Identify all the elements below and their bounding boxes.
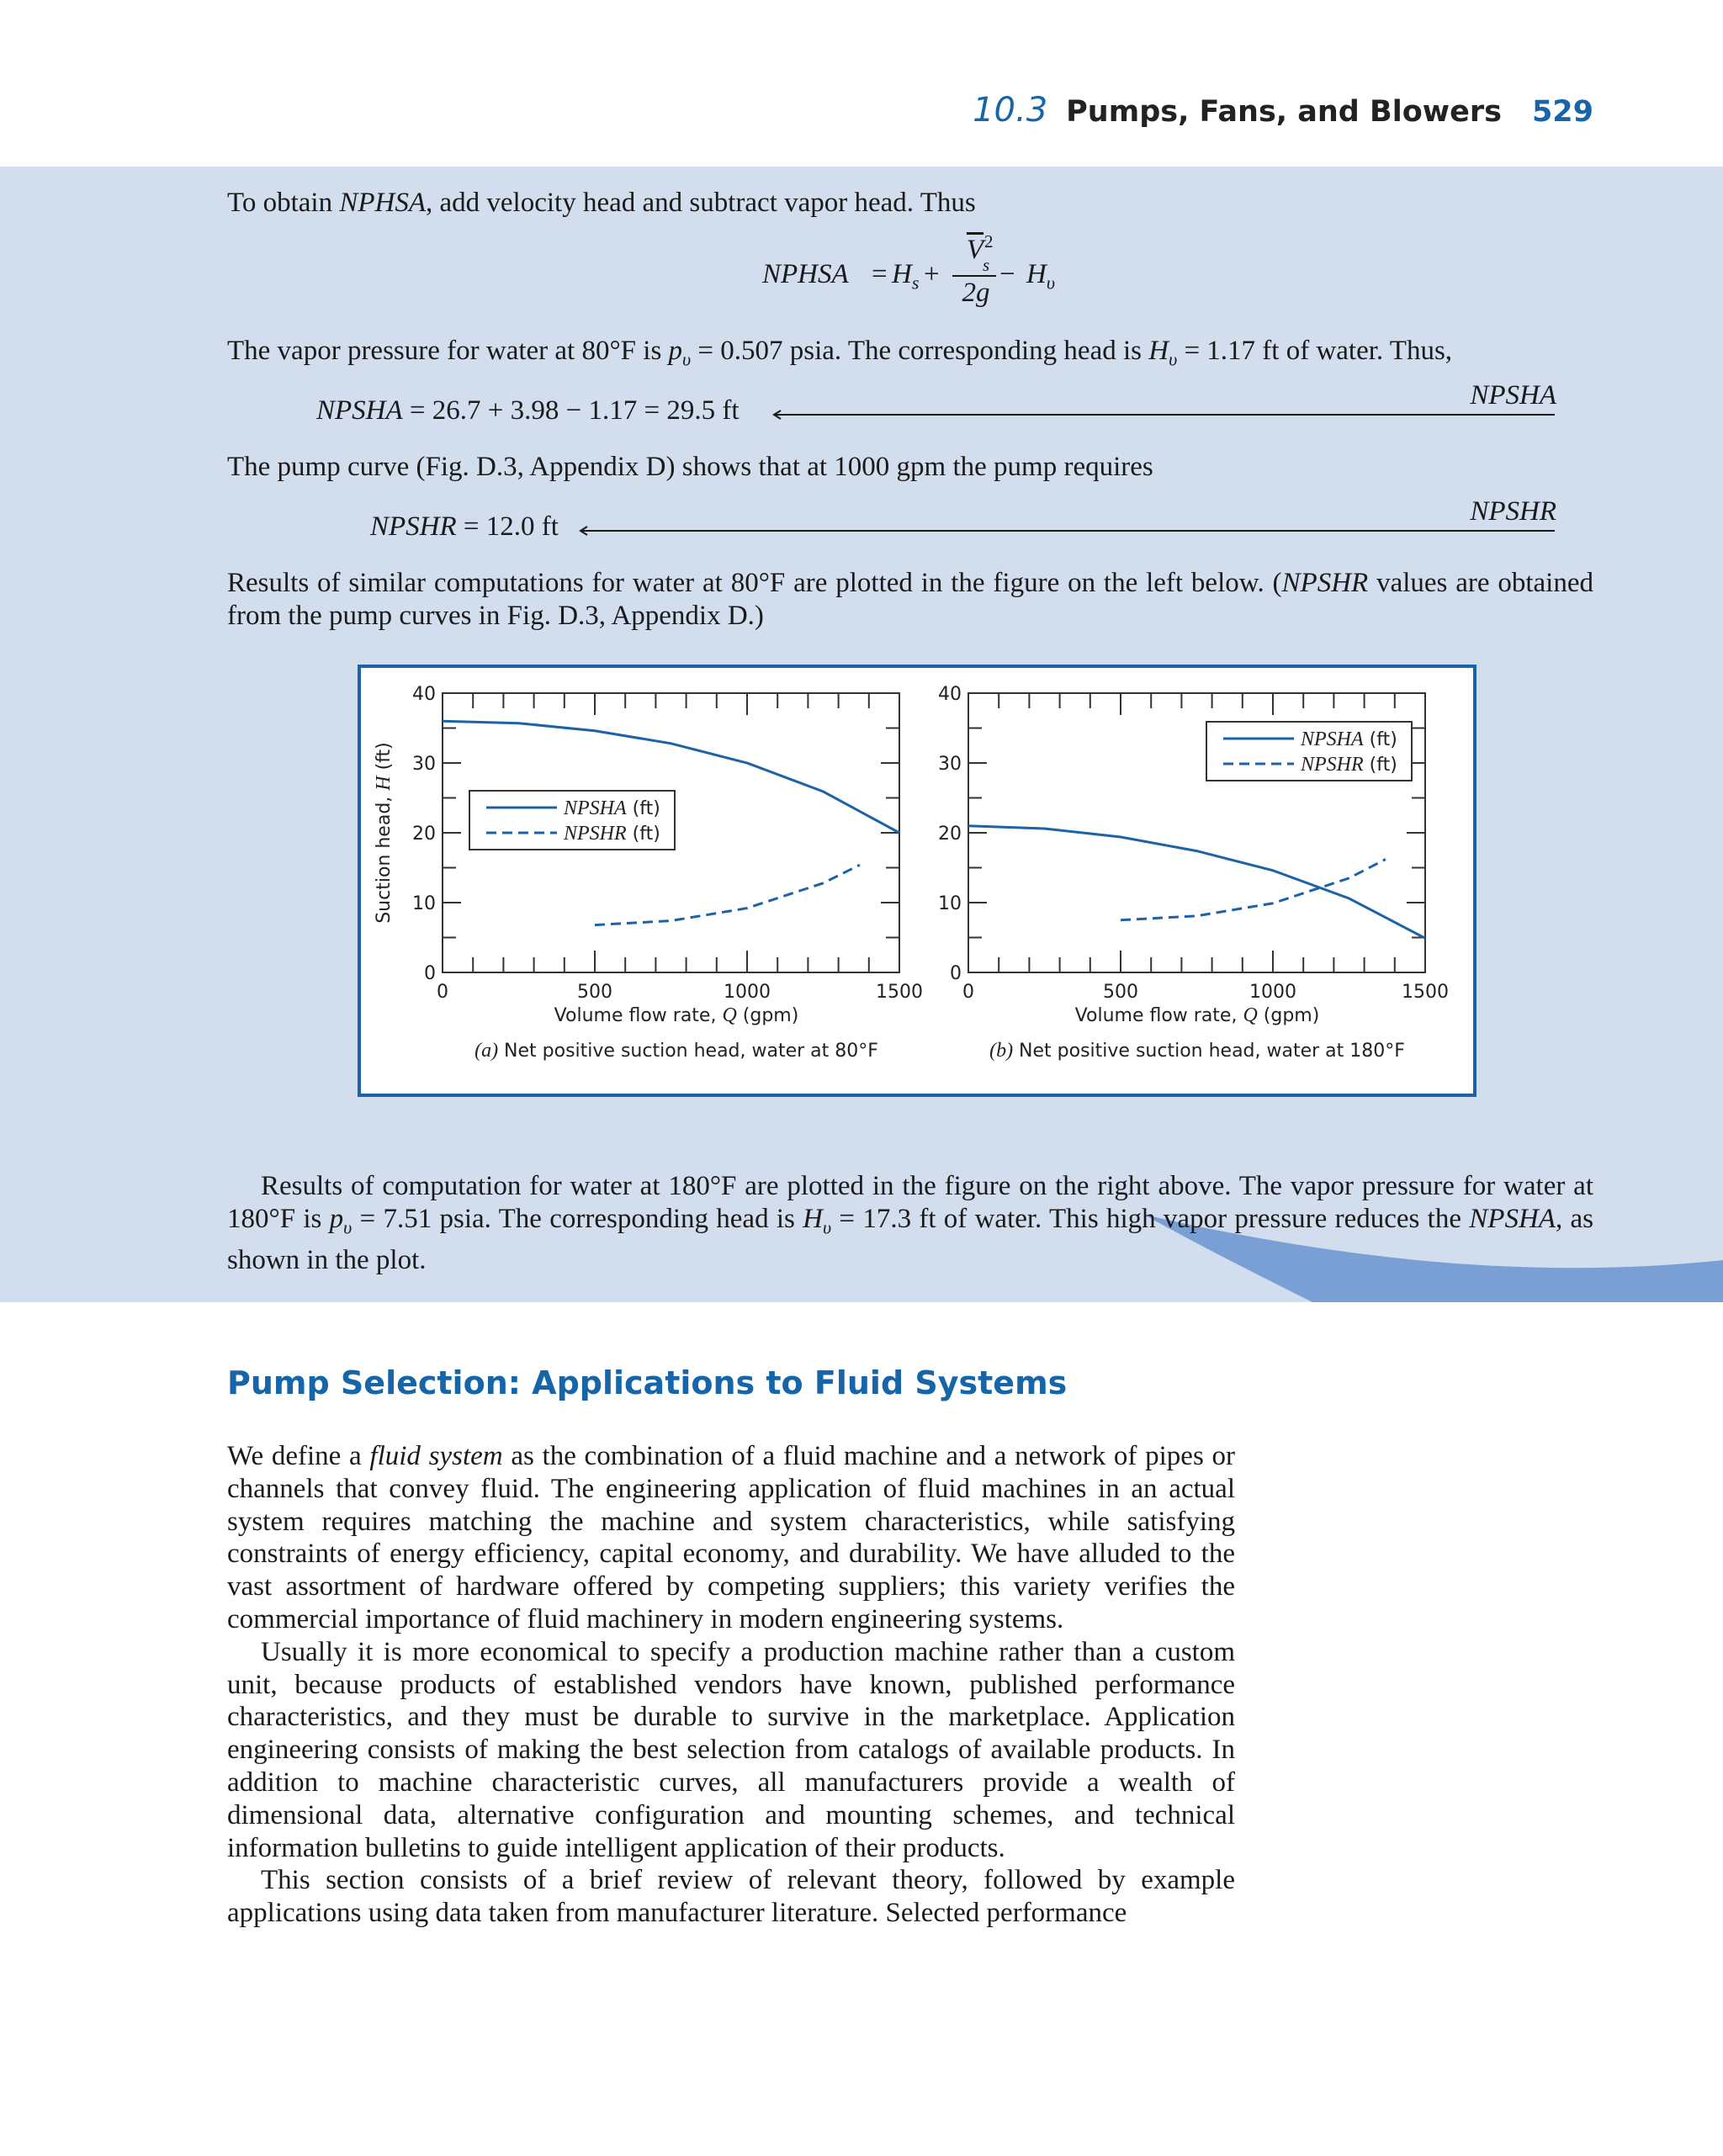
body-paragraph-1: We define a fluid system as the combination of a fluid machine and a network of pipes or channels that convey fluid. The engineering application of fluid machines in an actual system requires matching the machine and system characteristics, while satisfying constraints of energy efficiency, capital economy, and durability. We have alluded to the vast assortment of hardware offered by competing suppliers; this variety verifies the commercial importance of fluid machinery in modern engineering systems. xyxy=(227,1441,1235,1634)
y-tick-label: 0 xyxy=(950,963,962,984)
x-tick-label: 1500 xyxy=(876,982,923,1003)
body-paragraph-2: Usually it is more economical to specify a production machine rather than a custom unit, because products of established vendors have known, published performance characteristics, and they must be durable to survive in the marketplace. Application engineering consists of making the best selection from catalogs of available products. In addition to machine characteristic curves, all manufacturers provide a wealth of dimensional data, alternative configuration and mounting schemes, and technical information bulletins to guide intelligent application of their products. xyxy=(227,1636,1235,1863)
y-tick-label: 40 xyxy=(938,684,962,705)
header-section-title: Pumps, Fans, and Blowers xyxy=(1066,95,1502,129)
answer-line-npshr xyxy=(574,525,1558,537)
y-axis-label: Suction head, H (ft) xyxy=(373,742,395,924)
figure-npsh-plots xyxy=(358,665,1476,1097)
y-tick-label: 10 xyxy=(412,893,436,914)
y-tick-label: 20 xyxy=(412,824,436,845)
equation-npsha: NPSHA = 26.7 + 3.98 − 1.17 = 29.5 ft xyxy=(316,395,740,426)
chart-a xyxy=(373,684,923,1062)
fraction-numerator: $\overline{V}$ 2 s xyxy=(966,231,994,275)
legend-label-npshr: NPSHR (ft) xyxy=(564,823,660,845)
pump-curve-paragraph: The pump curve (Fig. D.3, Appendix D) shows that at 1000 gpm the pump requires xyxy=(227,452,1153,482)
x-tick-label: 1000 xyxy=(1249,982,1296,1003)
npsh-charts xyxy=(361,668,1473,1094)
page-number: 529 xyxy=(1531,95,1593,129)
running-header xyxy=(973,91,1593,141)
legend-label-npsha: NPSHA (ft) xyxy=(1301,728,1397,750)
x-tick-label: 0 xyxy=(962,982,974,1003)
chart-b xyxy=(938,684,1449,1062)
equation-npshr: NPSHR = 12.0 ft xyxy=(370,511,559,542)
x-axis-label: Volume flow rate, Q (gpm) xyxy=(1074,1004,1320,1026)
body-paragraph-3: This section consists of a brief review of relevant theory, followed by example applications using data taken from manufacturer literature. Selected performance xyxy=(227,1865,1235,1929)
x-tick-label: 1500 xyxy=(1402,982,1449,1003)
section-body xyxy=(227,1440,1235,1930)
section-heading: Pump Selection: Applications to Fluid Systems xyxy=(227,1364,1068,1401)
chart-caption: (b) Net positive suction head, water at 180°F xyxy=(989,1040,1405,1062)
results-paragraph: Results of similar computations for water at 80°F are plotted in the figure on the left below. (NPSHR values are obtained from the pump curves in Fig. D.3, Appendix D.) xyxy=(227,568,1594,631)
x-tick-label: 500 xyxy=(1103,982,1138,1003)
y-tick-label: 30 xyxy=(938,754,962,775)
series-npshr-line xyxy=(1121,860,1386,920)
y-tick-label: 40 xyxy=(412,684,436,705)
answer-label-npshr: NPSHR xyxy=(1470,496,1556,527)
y-tick-label: 10 xyxy=(938,893,962,914)
x-tick-label: 1000 xyxy=(724,982,771,1003)
results-180-paragraph: Results of computation for water at 180°F are plotted in the figure on the right above. The vapor pressure for water at 180°F is $p_\upsilon = 7.51$ psia. The corresponding head is $H_\upsilon = 17.3$ ft of water. This high vapor pressure reduces the NPSHA, as shown in the plot. xyxy=(227,1171,1593,1275)
answer-line-npsha xyxy=(767,409,1558,421)
series-npshr-line xyxy=(595,865,860,924)
x-tick-label: 0 xyxy=(437,982,448,1003)
vapor-pressure-paragraph: The vapor pressure for water at 80°F is $p_\upsilon = 0.507$ psia. The corresponding head is $H_\upsilon = 1.17$ ft of water. Thus, xyxy=(227,336,1453,370)
chart-caption: (a) Net positive suction head, water at 80°F xyxy=(474,1040,878,1062)
y-tick-label: 20 xyxy=(938,824,962,845)
intro-paragraph: To obtain NPHSA, add velocity head and subtract vapor head. Thus xyxy=(227,188,976,218)
fraction-denominator: 2g xyxy=(962,278,990,308)
y-tick-label: 0 xyxy=(424,963,436,984)
x-axis-label: Volume flow rate, Q (gpm) xyxy=(554,1004,799,1026)
answer-label-npsha: NPSHA xyxy=(1470,380,1556,411)
x-tick-label: 500 xyxy=(577,982,612,1003)
y-tick-label: 30 xyxy=(412,754,436,775)
legend-label-npshr: NPSHR (ft) xyxy=(1301,754,1397,776)
legend-label-npsha: NPSHA (ft) xyxy=(564,797,660,819)
series-npsha-line xyxy=(968,826,1425,939)
header-section-number: 10.3 xyxy=(973,91,1048,130)
